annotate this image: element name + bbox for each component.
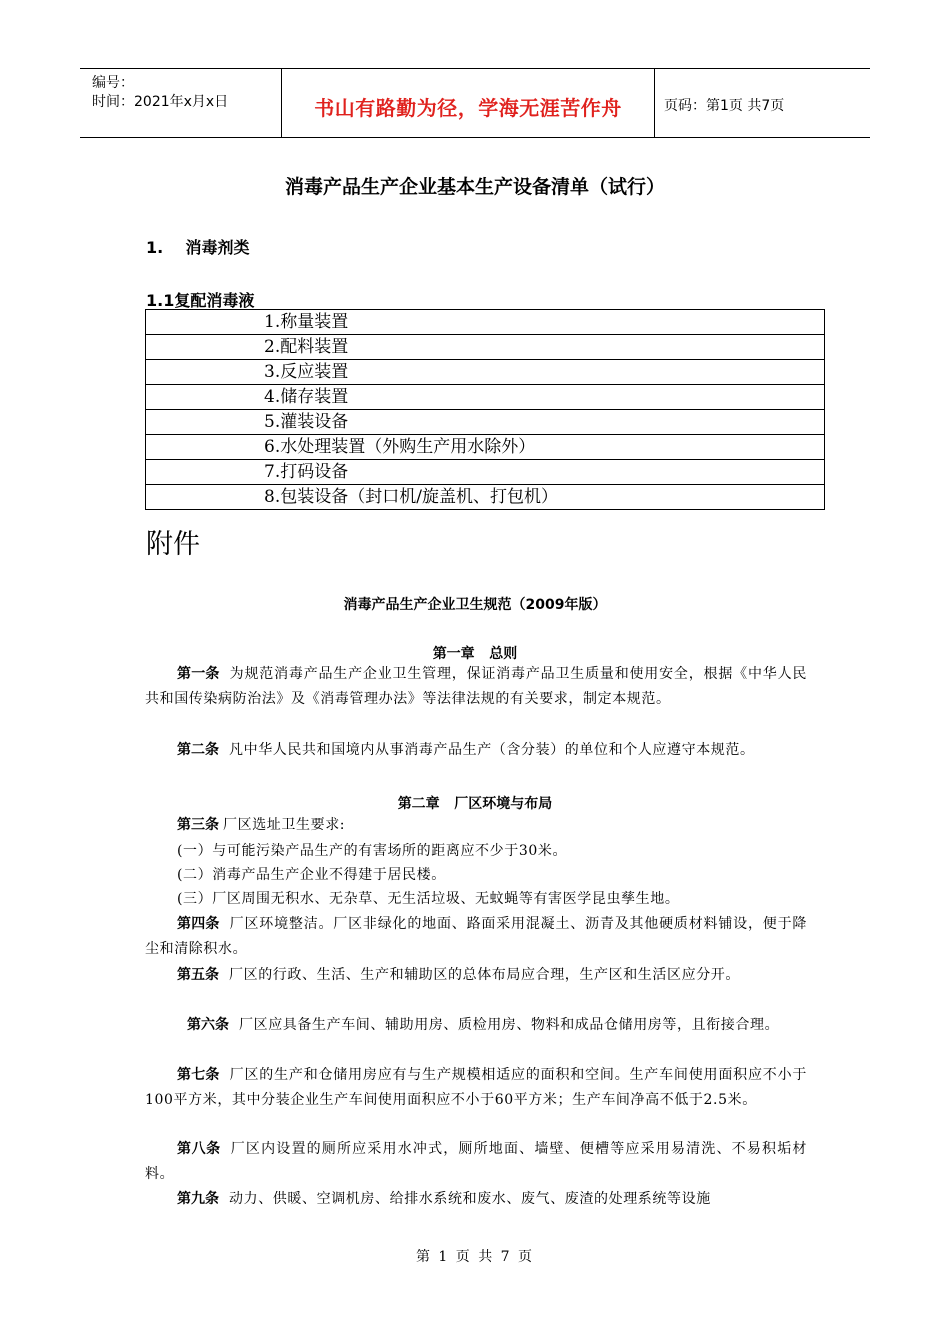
article-text: 动力、供暖、空调机房、给排水系统和废水、废气、废渣的处理系统等设施 xyxy=(229,1191,711,1207)
article-text: 为规范消毒产品生产企业卫生管理，保证消毒产品卫生质量和使用安全，根据《中华人民共和国传染病防治法》及《消毒管理办法》等法律法规的有关要求，制定本规范。 xyxy=(145,666,808,707)
article-5 xyxy=(145,963,807,988)
table-row xyxy=(146,335,825,360)
list-item: (一）与可能污染产品生产的有害场所的距离应不少于30米。 xyxy=(177,843,568,859)
article-text: 厂区选址卫生要求: xyxy=(223,817,346,833)
article-text: 厂区的生产和仓储用房应有与生产规模相适应的面积和空间。生产车间使用面积应不小于100平方米，其中分装企业生产车间使用面积应不小于60平方米；生产车间净高不低于2.5米。 xyxy=(145,1067,808,1108)
doc-title: 消毒产品生产企业基本生产设备清单（试行） xyxy=(284,176,665,198)
time-label: 时间：2021年x月x日 xyxy=(92,94,229,110)
article-8 xyxy=(145,1137,807,1186)
page-footer: 第 1 页 共 7 页 xyxy=(415,1249,535,1265)
chapter-1-heading: 第一章 总则 xyxy=(432,646,518,662)
chapter-2-heading: 第二章 厂区环境与布局 xyxy=(397,796,553,812)
table-row xyxy=(146,485,825,510)
page-info: 页码：第1页 共7页 xyxy=(664,98,785,114)
table-row xyxy=(146,460,825,485)
header-left-cell xyxy=(80,69,281,137)
equipment-item: 3.反应装置 xyxy=(146,360,825,385)
equipment-item: 2.配料装置 xyxy=(146,335,825,360)
article-heading: 第九条 xyxy=(177,1191,219,1207)
article-7 xyxy=(145,1063,807,1112)
article-text: 厂区的行政、生活、生产和辅助区的总体布局应合理，生产区和生活区应分开。 xyxy=(229,967,740,983)
table-row xyxy=(146,435,825,460)
article-heading: 第五条 xyxy=(177,967,219,983)
article-heading: 第二条 xyxy=(177,742,219,758)
article-6 xyxy=(155,1013,805,1038)
article-text: 凡中华人民共和国境内从事消毒产品生产（含分装）的单位和个人应遵守本规范。 xyxy=(229,742,755,758)
regulation-title: 消毒产品生产企业卫生规范（2009年版） xyxy=(343,597,607,613)
header-motto-cell xyxy=(281,69,655,137)
article-2 xyxy=(145,738,807,763)
table-row xyxy=(146,310,825,335)
equipment-item: 6.水处理装置（外购生产用水除外） xyxy=(146,435,825,460)
attachment-label: 附件 xyxy=(146,529,200,560)
article-heading: 第四条 xyxy=(177,916,220,932)
article-1 xyxy=(145,662,807,711)
section-heading: 1. 消毒剂类 xyxy=(146,238,250,257)
number-label: 编号： xyxy=(92,75,134,91)
article-heading: 第六条 xyxy=(187,1017,229,1033)
article-heading: 第三条 xyxy=(177,817,219,833)
table-row xyxy=(146,385,825,410)
table-row xyxy=(146,360,825,385)
article-4 xyxy=(145,912,807,961)
subsection-heading: 1.1复配消毒液 xyxy=(146,291,255,310)
list-item: (三）厂区周围无积水、无杂草、无生活垃圾、无蚊蝇等有害医学昆虫孳生地。 xyxy=(177,891,680,907)
list-item: (二）消毒产品生产企业不得建于居民楼。 xyxy=(177,867,446,883)
equipment-item: 7.打码设备 xyxy=(146,460,825,485)
article-heading: 第八条 xyxy=(177,1141,221,1157)
equipment-item: 4.储存装置 xyxy=(146,385,825,410)
article-text: 厂区内设置的厕所应采用水冲式，厕所地面、墙壁、便槽等应采用易清洗、不易积垢材料。 xyxy=(145,1141,807,1182)
article-3 xyxy=(145,813,807,838)
article-heading: 第一条 xyxy=(177,666,220,682)
article-text: 厂区应具备生产车间、辅助用房、质检用房、物料和成品仓储用房等，且衔接合理。 xyxy=(239,1017,780,1033)
equipment-item: 8.包装设备（封口机/旋盖机、打包机） xyxy=(146,485,825,510)
equipment-item: 5.灌装设备 xyxy=(146,410,825,435)
table-row xyxy=(146,410,825,435)
motto: 书山有路勤为径，学海无涯苦作舟 xyxy=(314,96,622,120)
article-text: 厂区环境整洁。厂区非绿化的地面、路面采用混凝土、沥青及其他硬质材料铺设，便于降尘和清除积水。 xyxy=(145,916,808,957)
equipment-item: 1.称量装置 xyxy=(146,310,825,335)
equipment-table xyxy=(145,309,825,510)
header-right-cell xyxy=(654,69,870,137)
article-heading: 第七条 xyxy=(177,1067,220,1083)
article-9 xyxy=(145,1187,807,1212)
header-table xyxy=(80,68,870,138)
